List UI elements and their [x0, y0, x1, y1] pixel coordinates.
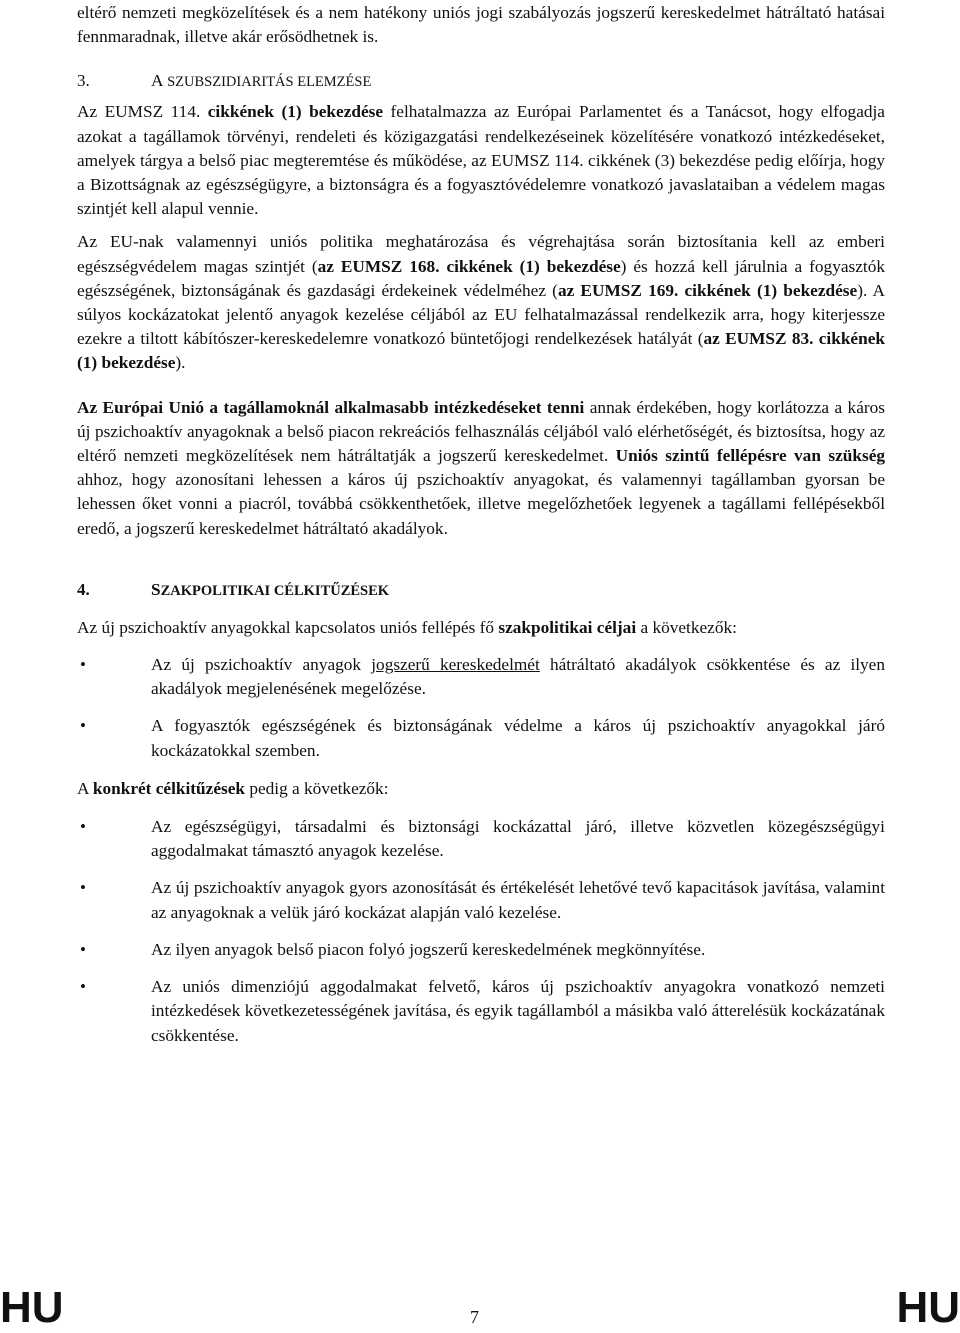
text-run: Az új pszichoaktív anyagokkal kapcsolatos uniós fellépés fő — [77, 617, 499, 637]
text-run: ). A súlyos kockázatokat jelentő anyagok kezelése céljából az EU felhatalmazással rendelkezik arra, hogy kiterjessze ezekre a tiltott kábítószer-kereskedelemre vonatkozó büntetőjogi rendelkezések hatályát ( — [77, 280, 885, 349]
eumsz-114-paragraph — [77, 100, 885, 221]
section-3-number: 3. — [77, 71, 90, 91]
list-item — [77, 975, 885, 1048]
text-run: ) és hozzá kell járulnia a fogyasztók egészségének, biztonságának és gazdasági érdekeinek védelméhez ( — [77, 256, 885, 300]
text-run: Az EU-nak valamennyi uniós politika meghatározása és végrehajtása során biztosítania kell az emberi egészségvédelem magas szintjét ( — [77, 232, 885, 276]
section-4-title-initial: S — [151, 579, 161, 599]
union-action-paragraph — [77, 396, 885, 541]
list-item — [77, 876, 885, 924]
eu-competence-paragraph — [77, 230, 885, 375]
section-3-title: SZUBSZIDIARITÁS ELEMZÉSE — [163, 74, 372, 91]
bullet-icon: • — [80, 716, 86, 736]
specific-objectives-list — [77, 815, 885, 1048]
text-run: felhatalmazza az Európai Parlamentet és a Tanácsot, hogy elfogadja azokat a tagállamok törvényi, rendeleti és közigazgatási rendelkezéseinek közelítésére vonatkozó intézkedéseket, amelyek tárgya a belső piac megteremtése és működése, az EUMSZ 114. cikkének (3) bekezdése pedig előírja, hogy a Bizottságnak az egészségügyre, a biztonságra és a fogyasztóvédelemre vonatkozó javaslataiban a védelem magas szintjét kell alapul vennie. — [77, 102, 885, 219]
footer-language-left: HU — [0, 1283, 64, 1332]
text-run: annak érdekében, hogy korlátozza a káros új pszichoaktív anyagoknak a belső piacon rekreációs felhasználás céljából való elérhetőségét, és biztosítsa, hogy az eltérő nemzeti megközelítések nem hátráltatják a jogszerű kereskedelmet. — [77, 397, 885, 466]
bold-run: az EUMSZ 168. cikkének (1) bekezdése — [317, 256, 621, 276]
text-run: ). — [175, 353, 186, 373]
bold-run: szakpolitikai céljai — [498, 617, 637, 637]
bullet-icon: • — [80, 878, 86, 898]
bullet-icon: • — [80, 655, 86, 675]
bold-run: cikkének (1) bekezdése — [207, 102, 384, 122]
bold-run: konkrét célkitűzések — [92, 778, 246, 798]
section-4-number: 4. — [77, 579, 90, 599]
text-run: Az ilyen anyagok belső piacon folyó jogszerű kereskedelmének megkönnyítése. — [151, 939, 706, 959]
list-item — [77, 653, 885, 701]
bold-run: az EUMSZ 169. cikkének (1) bekezdése — [557, 280, 858, 300]
bullet-icon: • — [80, 977, 86, 997]
text-run: Az uniós dimenziójú aggodalmakat felvető, káros új pszichoaktív anyagokra vonatkozó nemzeti intézkedések következetességének javítása, és egyik tagállamból a másikba való átterelésük kockázatának csökkentése. — [151, 977, 885, 1045]
text-run: Az új pszichoaktív anyagok gyors azonosítását és értékelését lehetővé tevő kapacitások javítása, valamint az anyagoknak a velük járó kockázat alapján való kezelése. — [151, 878, 885, 922]
page-number: 7 — [470, 1307, 479, 1327]
section-3-title-initial: A — [151, 71, 164, 91]
list-item — [77, 938, 885, 962]
text-run: a következők: — [636, 617, 737, 637]
text-run: A fogyasztók egészségének és biztonságának védelme a káros új pszichoaktív anyagokkal járó kockázatokkal szemben. — [151, 716, 885, 760]
policy-objectives-list — [77, 653, 885, 763]
text-run: A — [77, 778, 93, 798]
section-4-title: ZAKPOLITIKAI CÉLKITŰZÉSEK — [160, 582, 390, 599]
list-item — [77, 815, 885, 863]
bullet-icon: • — [80, 939, 86, 959]
policy-objectives-paragraph — [77, 616, 885, 640]
section-4-heading — [77, 578, 885, 603]
bold-run: az EUMSZ 83. cikkének (1) bekezdése — [77, 329, 885, 373]
list-item — [77, 714, 885, 762]
intro-paragraph: eltérő nemzeti megközelítések és a nem hatékony uniós jogi szabályozás jogszerű kereskedelmet hátráltató hatásai fennmaradnak, illetve akár erősödhetnek is. — [77, 3, 885, 47]
section-3-heading — [77, 69, 885, 94]
bold-run: Az Európai Unió a tagállamoknál alkalmasabb intézkedéseket tenni — [77, 397, 585, 417]
bold-run: Uniós szintű fellépésre van szükség — [615, 446, 886, 466]
bullet-icon: • — [80, 817, 86, 837]
text-run: Az egészségügyi, társadalmi és biztonsági kockázattal járó, illetve közvetlen közegészségügyi aggodalmakat támasztó anyagok kezelése. — [151, 817, 885, 861]
text-run: ahhoz, hogy azonosítani lehessen a káros új pszichoaktív anyagokat, és valamennyi tagállamban gyorsan be lehessen őket vonni a piacról, továbbá csökkenthetőek, illetve megelőzhetőek legyenek a tagállami fellépésekből eredő, a jogszerű kereskedelmet hátráltató akadályok. — [77, 470, 885, 538]
text-run: Az új pszichoaktív anyagok — [151, 655, 372, 675]
text-run: Az EUMSZ 114. — [77, 102, 208, 122]
text-run: pedig a következők: — [245, 778, 389, 798]
text-run: hátráltató akadályok csökkentése és az ilyen akadályok megjelenésének megelőzése. — [151, 655, 885, 699]
specific-objectives-paragraph — [77, 777, 885, 801]
footer-language-right: HU — [896, 1283, 960, 1332]
underlined-run: jogszerű kereskedelmét — [371, 655, 540, 675]
document-body — [77, 0, 885, 1048]
